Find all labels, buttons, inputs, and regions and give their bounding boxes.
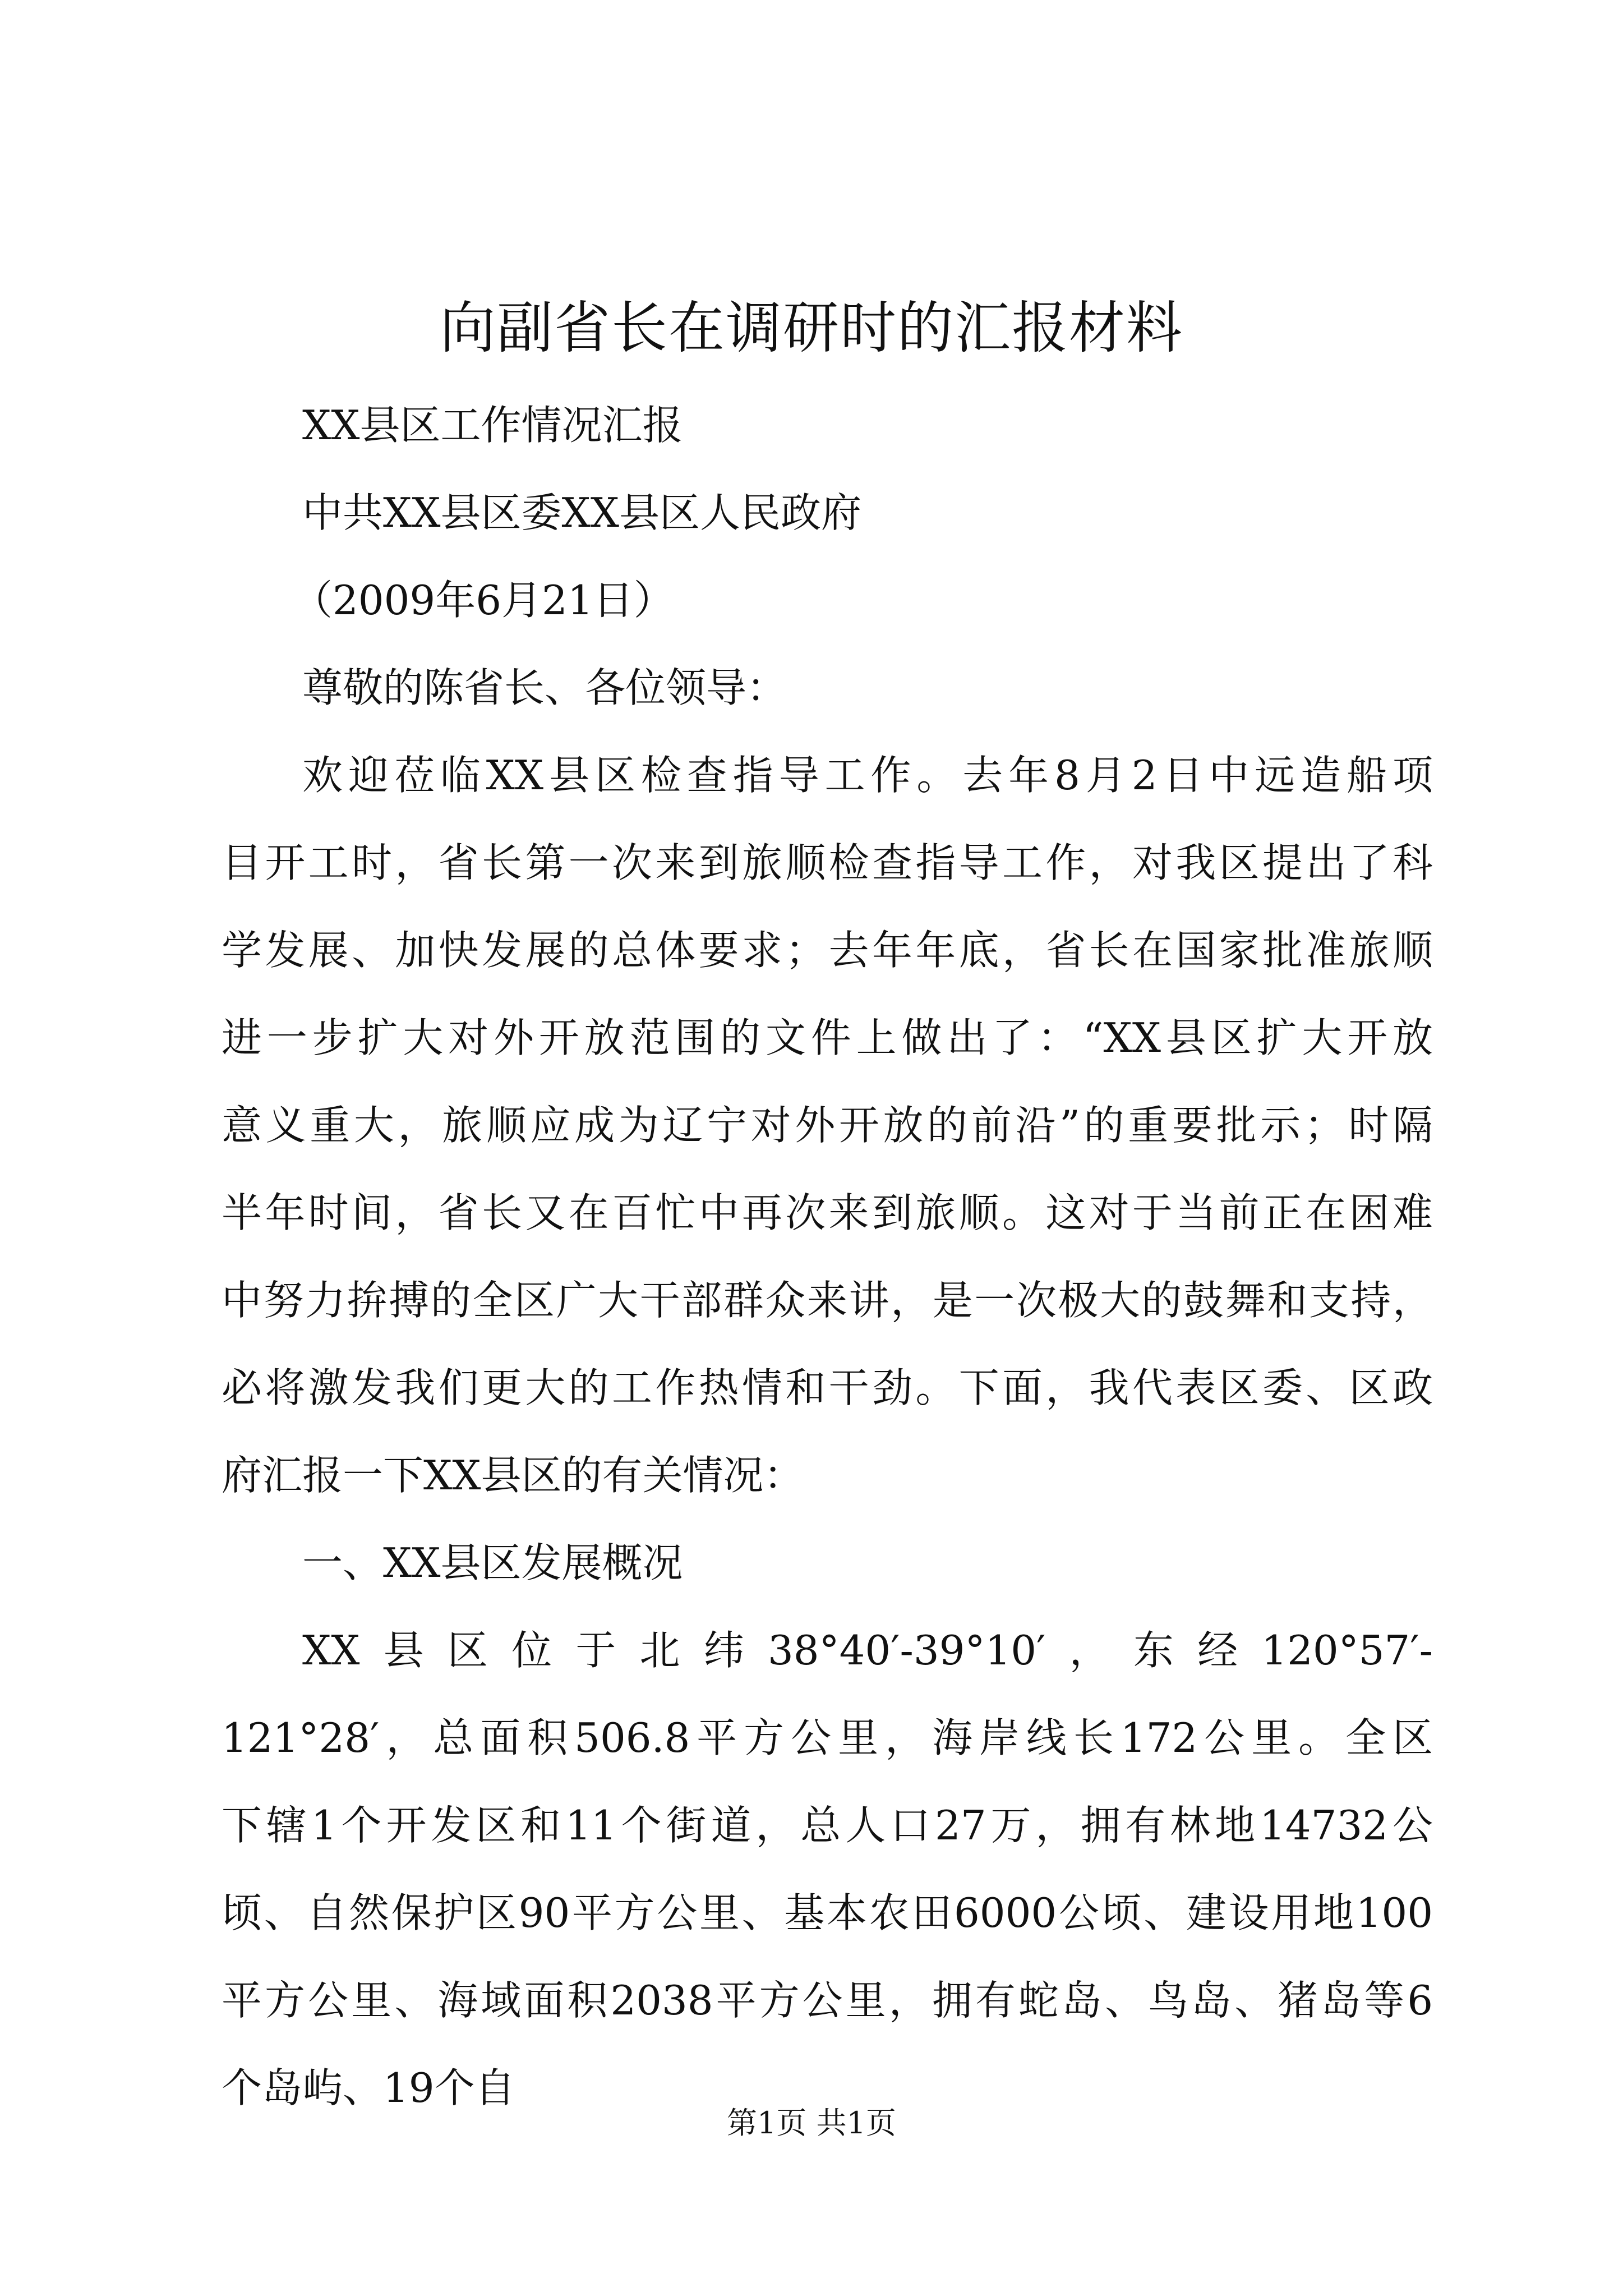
paragraph-welcome [222,731,1433,1519]
paragraph-line: 欢迎莅临XX县区检查指导工作。去年8月2日中远造船项 [302,752,1433,799]
document-body [222,381,1433,2132]
paragraph-line: 进一步扩大对外开放范围的文件上做出了：“XX县区扩大开放 [222,1014,1433,1061]
paragraph-line: 顷、自然保护区90平方公里、基本农田6000公顷、建设用地100 [222,1889,1433,1936]
section-heading: 一、XX县区发展概况 [302,1539,683,1586]
paragraph-line: 中努力拚搏的全区广大干部群众来讲，是一次极大的鼓舞和支持， [222,1277,1433,1324]
paragraph-line: 下辖1个开发区和11个街道，总人口27万，拥有林地14732公 [222,1802,1433,1849]
date-line: （2009年6月21日） [292,577,674,624]
page-number-footer: 第1页 共1页 [727,2105,896,2141]
paragraph-line: 学发展、加快发展的总体要求；去年年底，省长在国家批准旅顺 [222,927,1433,974]
salutation: 尊敬的陈省长、各位领导： [302,664,787,711]
paragraph-line: 121°28′，总面积506.8平方公里，海岸线长172公里。全区 [222,1714,1433,1761]
paragraph-overview [222,1607,1433,2132]
paragraph-line: 府汇报一下XX县区的有关情况： [222,1452,804,1499]
paragraph-line: 必将激发我们更大的工作热情和干劲。下面，我代表区委、区政 [222,1364,1433,1411]
document-title: 向副省长在调研时的汇报材料 [440,295,1183,361]
paragraph-line: 平方公里、海域面积2038平方公里，拥有蛇岛、鸟岛、猪岛等6 [222,1977,1433,2024]
issuer-line: 中共XX县区委XX县区人民政府 [302,489,862,536]
paragraph-line: XX县区位于北纬38°40′-39°10′，东经120°57′- [302,1627,1433,1674]
paragraph-line: 目开工时，省长第一次来到旅顺检查指导工作，对我区提出了科 [222,839,1433,886]
paragraph-line: 半年时间，省长又在百忙中再次来到旅顺。这对于当前正在困难 [222,1189,1433,1236]
paragraph-line: 意义重大，旅顺应成为辽宁对外开放的前沿”的重要批示；时隔 [222,1102,1433,1149]
paragraph-line: 个岛屿、19个自 [222,2064,515,2111]
report-subtitle: XX县区工作情况汇报 [302,402,683,449]
